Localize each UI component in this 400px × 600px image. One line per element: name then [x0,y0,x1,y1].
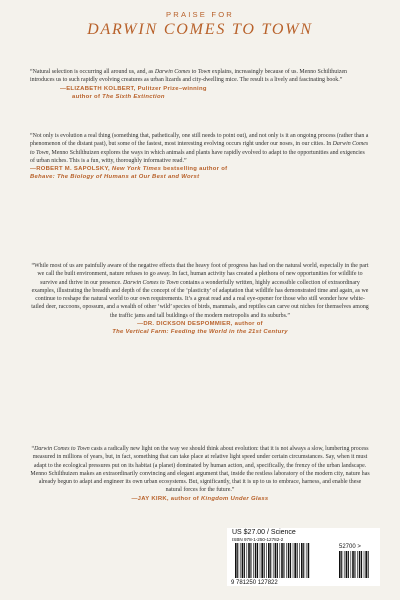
barcode-bar [361,551,362,578]
barcode-bar [341,551,342,578]
barcode-bar [277,543,278,578]
book-title-inline: Darwin Comes to Town [154,69,211,75]
book-title: DARWIN COMES TO TOWN [87,21,313,38]
barcode-bar [293,543,294,578]
quote-text: “While most of us are painfully aware of the negative effects that the heavy foot of progress has had on the natural world, especially in the part we call the built environment, nature refuses to go away. In fact, human activity has created a plethora of new opportunities for wildlife to survive and thrive in our presence. Darwin Comes to Town contains a wonderfully written, highly accessible collection of extraordinary examples, illustrating the breadth and depth of the concept of the ‘plasticity’ of adaptation that wildlife has demonstrated time and again, as we continue to reshape the natural world to our own requirements. It’s a great read and a real eye-opener for those who still wonder how white-tailed deer, raccoons, opossum, and a wealth of other ‘wild’ species of birds, mammals, and reptiles can carve out niches for themselves among the traffic jams and tall buildings of the modern metropolis and its suburbs.” [31,263,369,319]
barcode-bar [301,543,303,578]
attribution-publication: New York Times [111,166,162,172]
barcode-bar [299,543,300,578]
barcode-bar [266,543,267,578]
barcode-bar [283,543,284,578]
barcode-bar [242,543,244,578]
book-title-inline: Darwin Comes to Town [34,446,90,452]
barcode-bar [346,551,348,578]
barcode-bar [351,551,352,578]
barcode-bar [240,543,241,578]
barcode-bar [273,543,274,578]
isbn-label: ISBN 978-1-250-12782-2 [232,537,284,542]
barcode-bar [237,543,238,578]
attribution-name: —ELIZABETH KOLBERT, Pulitzer Prize–winning [60,85,207,92]
price-label: US $27.00 / Science [232,529,296,536]
barcode-bar [352,551,354,578]
quote-kolbert [30,68,370,101]
barcode-bar [281,543,283,578]
quote-attribution [30,495,370,503]
attribution-work: Kingdom Under Glass [200,495,269,502]
quote-attribution [30,165,370,182]
barcode-bar [354,551,355,578]
barcode-bar [253,543,254,578]
quote-kirk [30,445,370,503]
attribution-work: The Vertical Farm: Feeding the World in the 21st Century [112,329,288,335]
quote-despommier [30,262,370,336]
barcode-bar [270,543,271,578]
barcode-bar [308,543,310,578]
barcode-bar [365,551,367,578]
book-title-inline: Darwin Comes to Town [30,141,369,156]
barcode-bar [303,543,304,578]
quote-attribution [30,320,370,337]
barcode-bar [255,543,257,578]
attribution-role: bestselling author of [161,166,228,172]
barcode-bar [280,543,281,578]
quote-text: “Darwin Comes to Town casts a radically new light on the way we should think about evolution: that it is not always a slow, lumbering process measured in millions of years, but, in fact, something that can take place at relative light speed under certain circumstances. Say, when it must adapt to the ecological pressures put on its habitat (a planet) dominated by human action, and, specifically, the frenzy of the urban landscape. Menno Schilthuizen makes an extraordinarily convincing and elegant argument that, inside the restless laboratory of the modern city, nature has already begun to adapt and engineer its own urban ecosystems. But, significantly, that it is up to us to embrace, harness, and enable these natural forces for the future.” [30,446,370,494]
barcode-bar [290,543,291,578]
quote-attribution [30,85,370,102]
barcode-bar [357,551,358,578]
barcode-bar [260,543,261,578]
attribution-work: Behave: The Biology of Humans at Our Best and Worst [30,174,200,181]
barcode-bar [244,543,245,578]
barcode-bar [364,551,365,578]
addon-digits: 52700 > [339,544,361,550]
barcode-bars [235,543,309,578]
barcode-bar [261,543,263,578]
barcode-bar [288,543,290,578]
barcode-bar [235,543,237,578]
barcode-bar [257,543,258,578]
barcode-bar [348,551,349,578]
attribution-work: The Sixth Extinction [102,93,165,100]
barcode-bar [344,551,345,578]
barcode-bar [247,543,248,578]
book-title-inline: Darwin Comes to Town [123,279,179,286]
barcode-bar [339,551,341,578]
addon-barcode-bars [339,551,369,578]
praise-heading: PRAISE FOR [166,10,234,19]
barcode-bar [248,543,250,578]
barcode-bar [306,543,307,578]
attribution-name: —ROBERT M. SAPOLSKY, [30,166,112,172]
isbn-barcode [227,540,380,588]
attribution-name: —JAY KIRK, author of [131,495,201,502]
barcode-bar [268,543,270,578]
barcode-bar [250,543,251,578]
barcode-bar [264,543,265,578]
barcode-bar [275,543,277,578]
attribution-detail: author of [72,93,103,100]
barcode-bar [294,543,296,578]
barcode-bar [359,551,361,578]
quote-text: “Not only is evolution a real thing (something that, pathetically, one still needs to point out), and not only is it an ongoing process (rather than a phenomenon of the distant past), but some of the fastest, most interesting evolving occurs right under our noses, in our cities. In Darwin Comes to Town, Menno Schilthuizen explores the ways in which animals and plants have rapidly evolved to adapt to the opportunities and exigencies of urban niches. This is a fun, witty, thoroughly informative read.” [30,133,369,164]
barcode-bar [286,543,287,578]
barcode-bar [297,543,298,578]
barcode-bar [368,551,369,578]
quote-sapolsky [30,132,370,182]
attribution-name: —DR. DICKSON DESPOMMIER, author of [137,320,263,327]
quote-text: “Natural selection is occurring all around us, and, as Darwin Comes to Town explains, increasingly because of us. Menno Schilthuizen introduces us to such rapidly evolving creatures as urban lizards and city-dwelling mice. The result is a lively and fascinating book.” [30,69,348,84]
barcode-digits: 9 781250 127822 [231,580,278,586]
